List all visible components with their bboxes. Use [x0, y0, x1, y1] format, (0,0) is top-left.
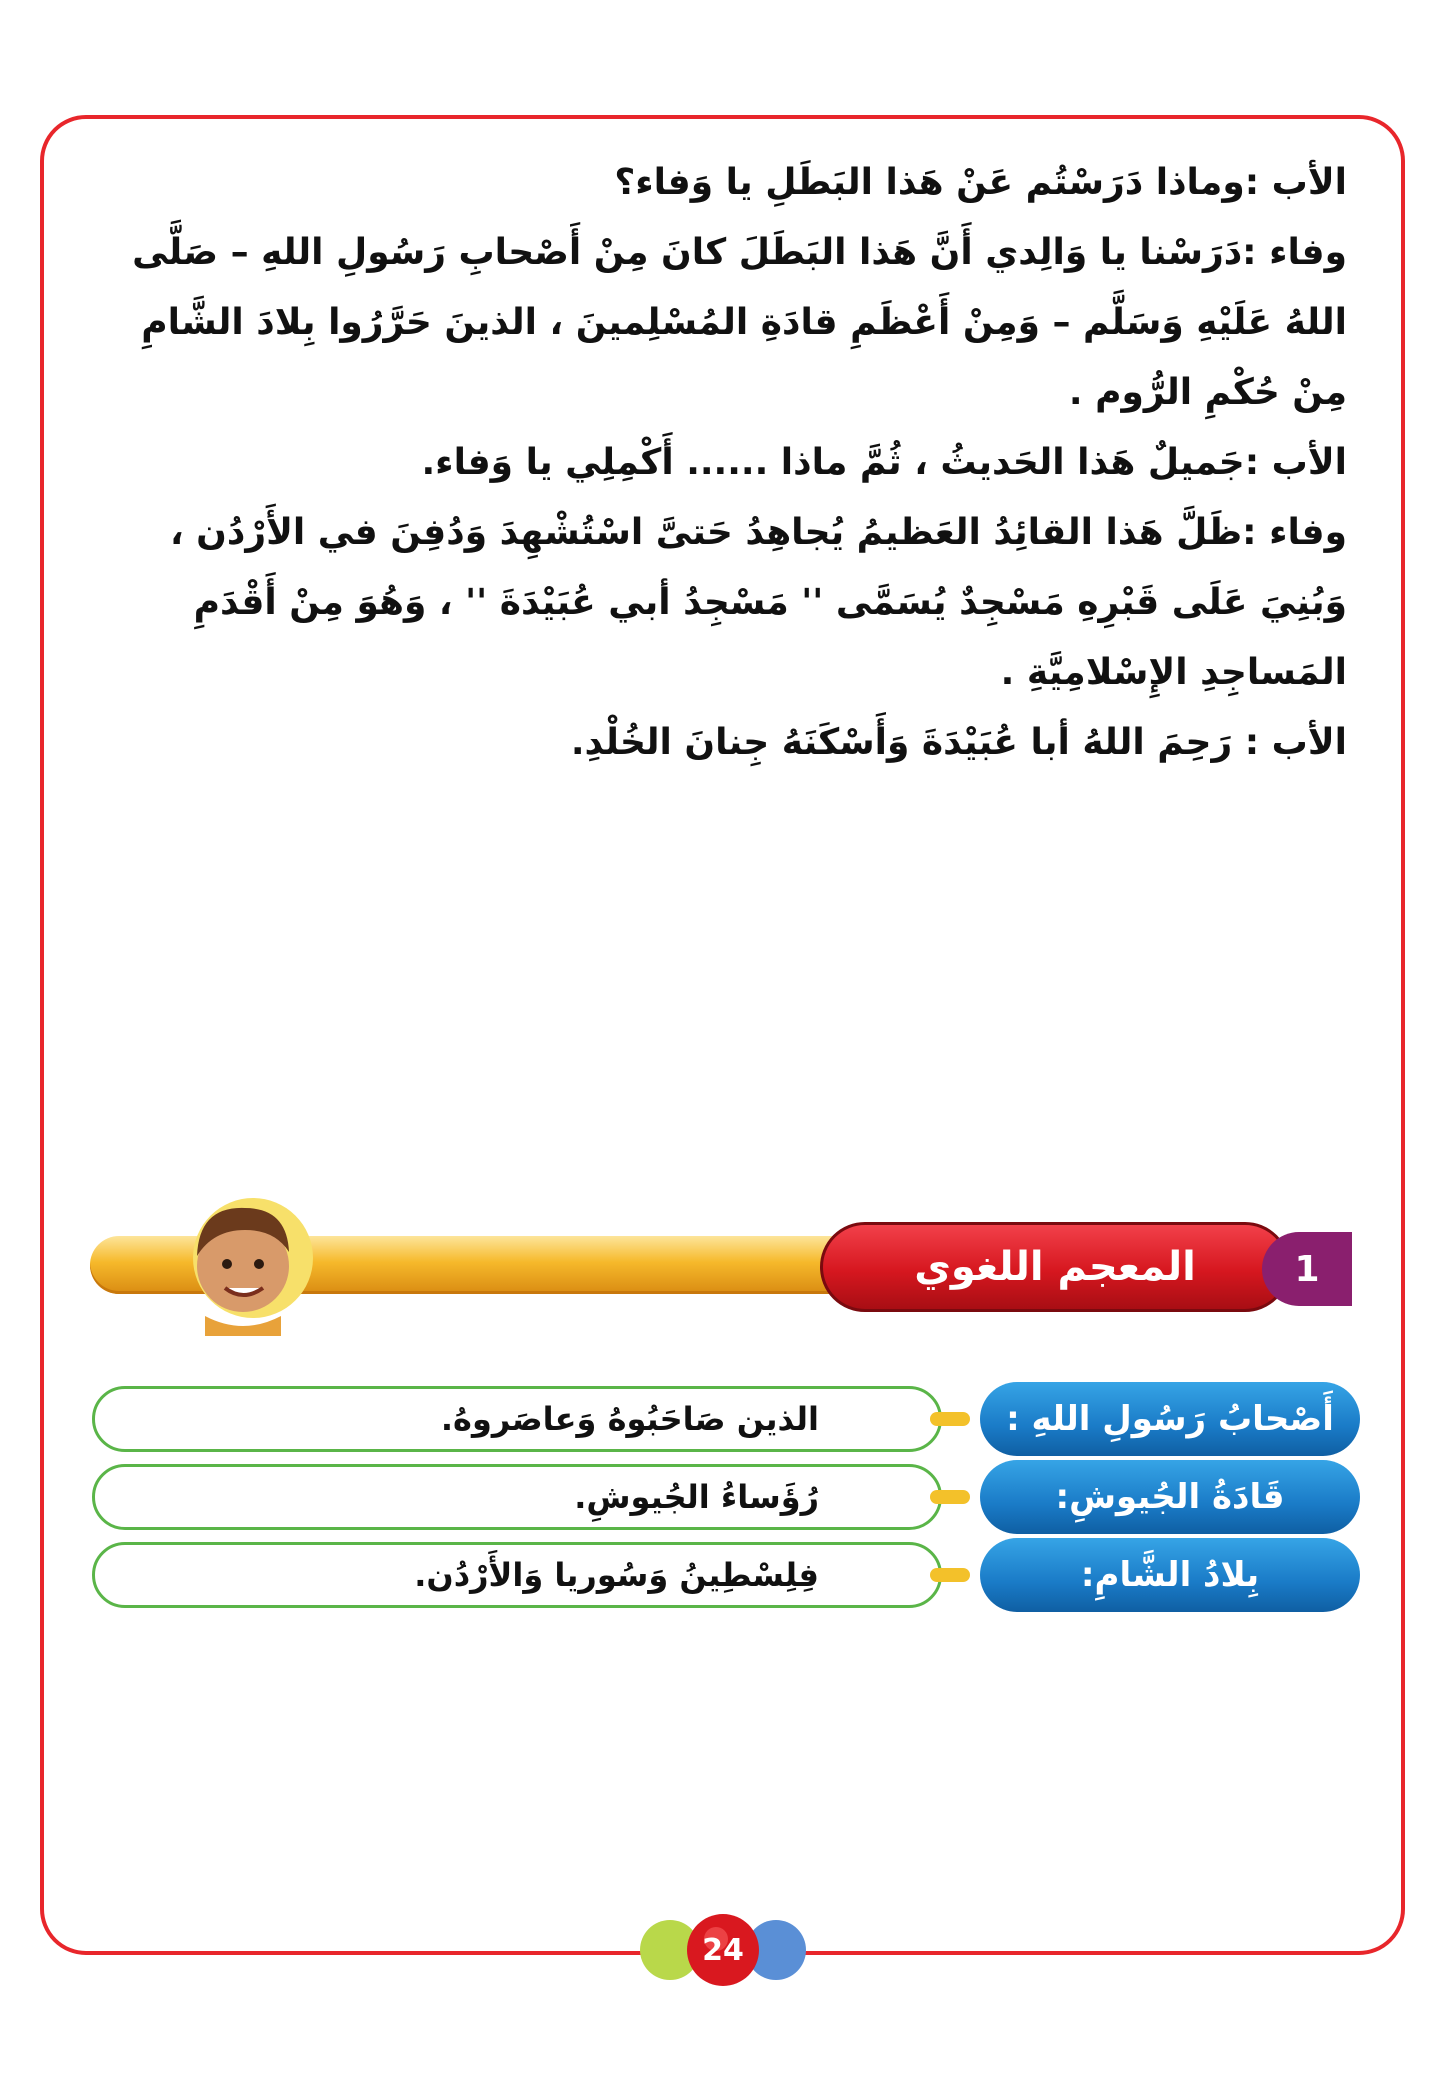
dialogue-text-line: : رَحِمَ اللهُ أبا عُبَيْدَةَ وَأَسْكَنَهُ جِنانَ الخُلْدِ. [570, 722, 1260, 763]
vocab-meaning: رُؤَساءُ الجُيوشِ. [92, 1464, 942, 1530]
section-number: 1 [1262, 1232, 1352, 1306]
section-title: المعجم اللغوي [820, 1222, 1290, 1312]
dialogue-text-line: :جَميلٌ هَذا الحَديثُ ، ثُمَّ ماذا ...... أَكْمِلِي يا وَفاء. [421, 442, 1260, 483]
page-number-badge [628, 1913, 818, 1987]
vocab-row [92, 1460, 1360, 1534]
dialogue-line [77, 428, 1347, 498]
dialogue-line [77, 148, 1347, 218]
dialogue-text [77, 148, 1347, 778]
dialogue-line [77, 498, 1347, 708]
speaker-label: وفاء [1269, 232, 1347, 273]
page-number: 24 [702, 1932, 744, 1968]
connector [930, 1412, 970, 1426]
vocab-term: قَادَةُ الجُيوشِ: [980, 1460, 1360, 1534]
speaker-label: الأب [1271, 722, 1347, 763]
dialogue-text-line: :وماذا دَرَسْتُم عَنْ هَذا البَطَلِ يا وَفاء؟ [614, 162, 1260, 203]
speaker-label: الأب [1271, 162, 1347, 203]
speaker-label: وفاء [1269, 512, 1347, 553]
dialogue-line [77, 708, 1347, 778]
connector [930, 1490, 970, 1504]
vocab-meaning: الذين صَاحَبُوهُ وَعاصَروهُ. [92, 1386, 942, 1452]
dialogue-text-line: :دَرَسْنا يا وَالِدي أَنَّ هَذا البَطَلَ كانَ مِنْ أَصْحابِ رَسُولِ اللهِ – صَلَّى اللهُ عَلَيْهِ وَسَلَّم – وَمِنْ أَعْظَمِ قادَةِ المُسْلِمينَ ، الذينَ حَرَّرُوا بِلادَ الشَّامِ مِنْ حُكْمِ الرُّوم . [132, 232, 1347, 413]
dialogue-text-line: :ظَلَّ هَذا القائِدُ العَظيمُ يُجاهِدُ حَتىَّ اسْتُشْهِدَ وَدُفِنَ في الأَرْدُن ، وَبُنِيَ عَلَى قَبْرِهِ مَسْجِدٌ يُسَمَّى '' مَسْجِدُ أبي عُبَيْدَةَ '' ، وَهُوَ مِنْ أَقْدَمِ المَساجِدِ الإِسْلامِيَّةِ . [169, 512, 1347, 693]
vocab-meaning: فِلِسْطِينُ وَسُوريا وَالأَرْدُن. [92, 1542, 942, 1608]
vocab-term: أَصْحابُ رَسُولِ اللهِ : [980, 1382, 1360, 1456]
vocab-term: بِلادُ الشَّامِ: [980, 1538, 1360, 1612]
boy-avatar-icon [175, 1186, 315, 1336]
speaker-label: الأب [1271, 442, 1347, 483]
vocab-row [92, 1538, 1360, 1612]
connector [930, 1568, 970, 1582]
vocab-row [92, 1382, 1360, 1456]
dialogue-line [77, 218, 1347, 428]
